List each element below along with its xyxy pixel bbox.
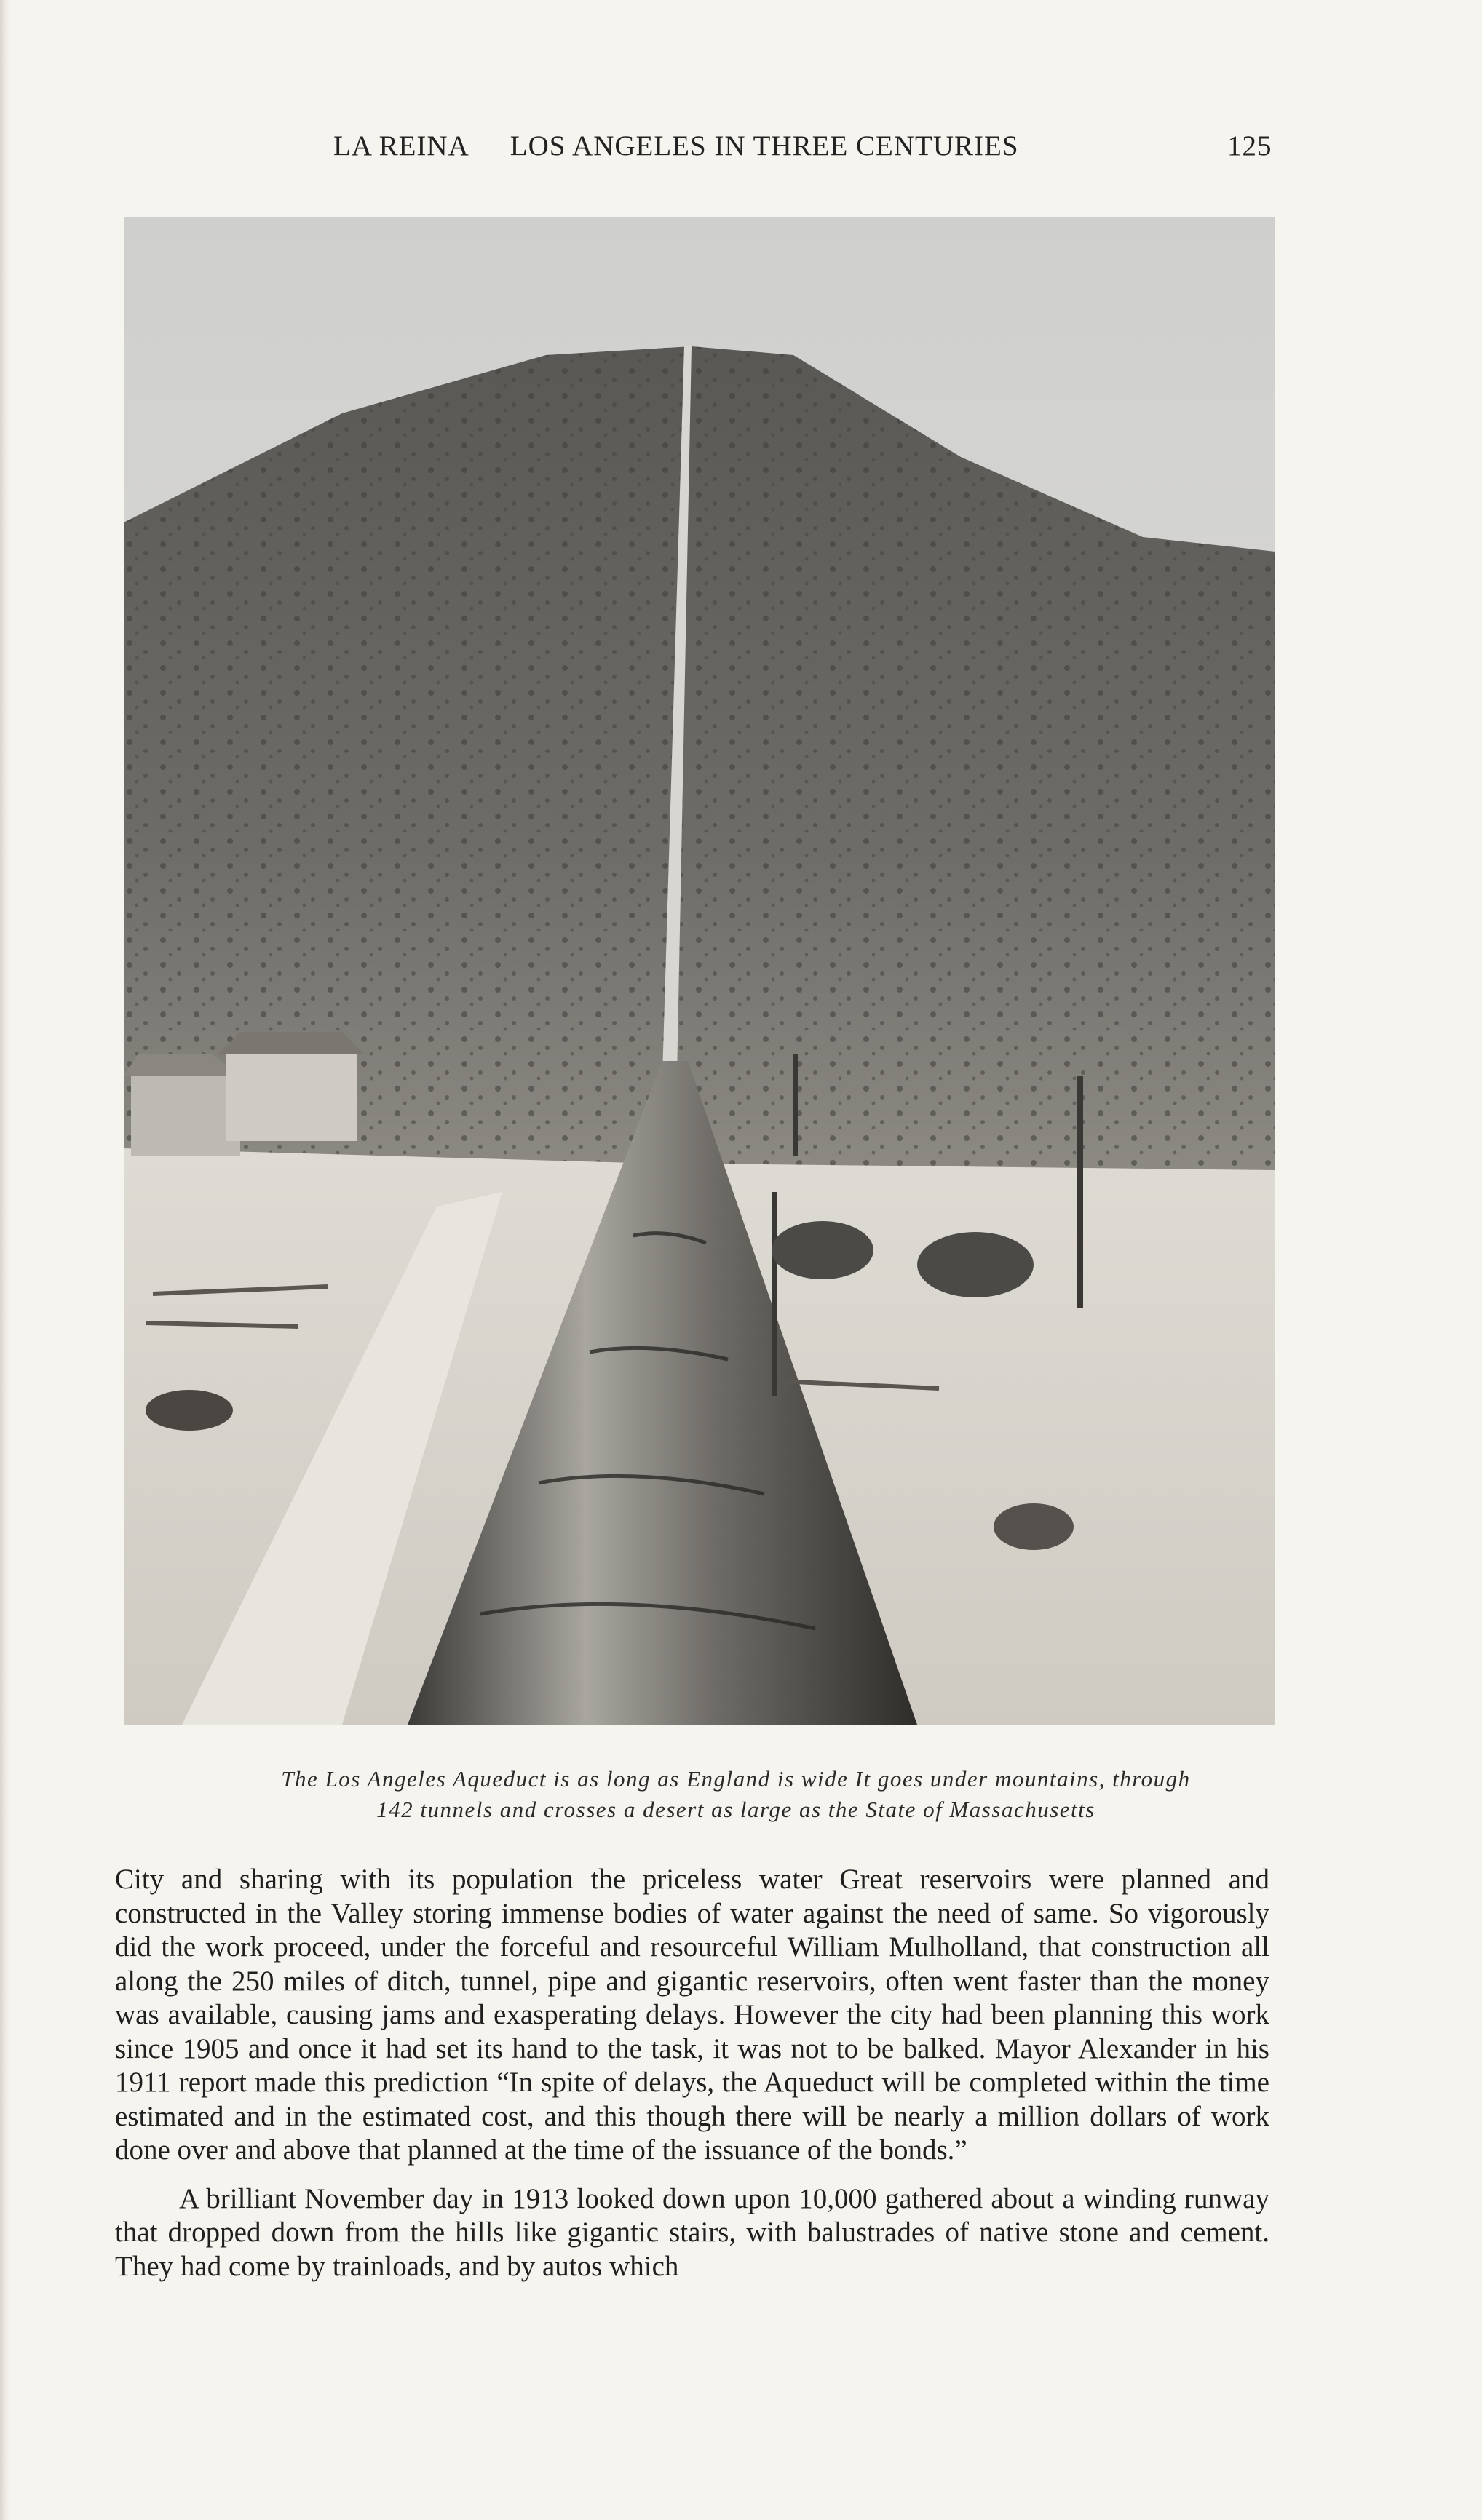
page-number: 125	[1227, 130, 1272, 162]
caption-line-1: The Los Angeles Aqueduct is as long as England is wide It goes under mountains, through	[281, 1766, 1191, 1792]
caption-line-2: 142 tunnels and crosses a desert as large as the State of Massachusetts	[376, 1797, 1095, 1822]
paragraph-2: A brilliant November day in 1913 looked down upon 10,000 gathered about a winding runway that dropped down from the hills like gigantic stairs, with balustrades of native stone and cement. They had come by trainloads, and by autos which	[115, 2182, 1269, 2282]
running-head-right: LOS ANGELES IN THREE CENTURIES	[510, 130, 1019, 162]
running-head-title	[333, 130, 1019, 162]
photo-caption	[109, 1764, 1363, 1825]
aqueduct-photo	[124, 217, 1275, 1725]
running-head-left: LA REINA	[333, 130, 469, 162]
body-text	[115, 1863, 1269, 2283]
aqueduct-photo-illustration	[124, 217, 1275, 1725]
running-header	[0, 130, 1482, 173]
page-binding-edge	[0, 0, 10, 2520]
paragraph-1: City and sharing with its population the priceless water Great reservoirs were planned and constructed in the Valley storing immense bodies of water against the need of same. So vigorously did the work proceed, under the forceful and resourceful William Mulholland, that construction all along the 250 miles of ditch, tunnel, pipe and gigantic reservoirs, often went faster than the money was available, causing jams and exasperating delays. However the city had been planning this work since 1905 and once it had set its hand to the task, it was not to be balked. Mayor Alexander in his 1911 report made this prediction “In spite of delays, the Aqueduct will be completed within the time estimated and in the estimated cost, and this though there will be nearly a million dollars of work done over and above that planned at the time of the issuance of the bonds.”	[115, 1864, 1269, 2166]
